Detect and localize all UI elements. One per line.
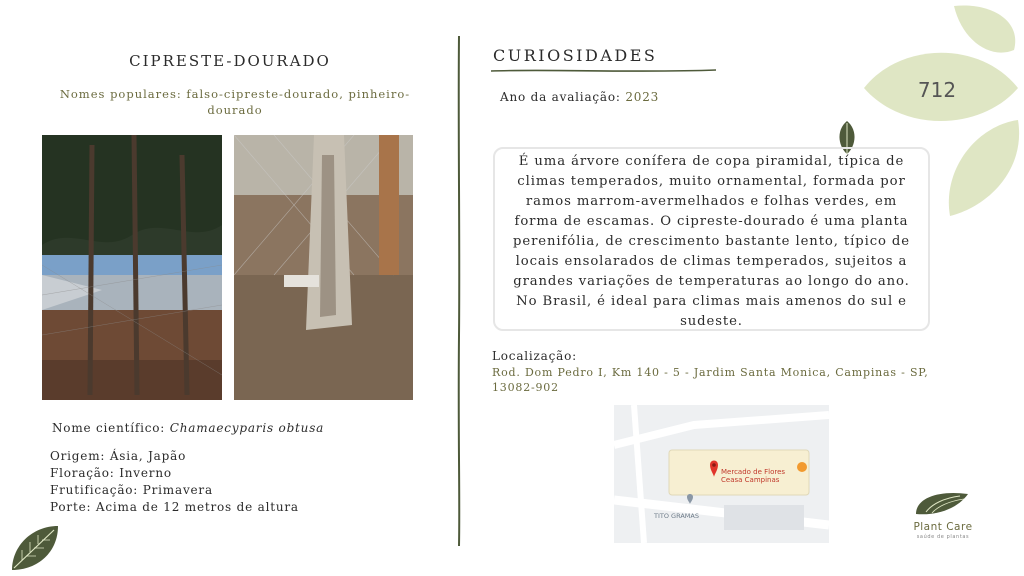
map-secondary-label: TITO GRAMAS: [654, 512, 699, 520]
description-box: É uma árvore conífera de copa piramidal, típica de climas temperados, muito ornamental, formada por ramos marrom-avermelhados e folhas verdes, em forma de escamas. O cipreste-dourado é uma planta perenifólia, de crescimento bastante lento, típico de locais ensolarados de climas temperados, sujeitos a grandes variações de temperaturas ao longo do ano. No Brasil, é ideal para climas mais amenos do sul e sudeste.: [493, 147, 930, 331]
location-label: Localização:: [492, 349, 577, 363]
map-pin-label-1: Mercado de Flores: [721, 468, 786, 476]
scientific-name: [52, 421, 324, 435]
scientific-name-value: Chamaecyparis obtusa: [169, 421, 325, 435]
brand-name: Plant Care: [913, 521, 973, 533]
evaluation-year: [500, 90, 659, 104]
leaf-icon: [8, 522, 62, 574]
section-title: CURIOSIDADES: [493, 46, 658, 65]
scientific-name-label: Nome científico:: [52, 421, 166, 435]
popular-names: Nomes populares: falso-cipreste-dourado, pinheiro-dourado: [59, 87, 411, 117]
year-label: Ano da avaliação:: [500, 90, 621, 104]
column-divider: [455, 36, 463, 546]
plant-number-badge: 712: [917, 78, 957, 102]
brand-tagline: saúde de plantas: [916, 534, 970, 540]
map-pin-label-2: Ceasa Campinas: [721, 476, 780, 484]
plant-photo-tree: [42, 135, 222, 400]
fact-origin: Origem: Ásia, Japão: [50, 449, 187, 463]
plant-title: CIPRESTE-DOURADO: [129, 52, 331, 70]
plant-facts: [50, 448, 299, 516]
location-map[interactable]: [614, 405, 829, 543]
year-value: 2023: [625, 90, 660, 104]
fact-size: Porte: Acima de 12 metros de altura: [50, 500, 299, 514]
fact-fruiting: Frutificação: Primavera: [50, 483, 213, 497]
plant-photo-trunk: [234, 135, 413, 400]
title-underline: [491, 68, 716, 74]
fact-flowering: Floração: Inverno: [50, 466, 172, 480]
location-address: Rod. Dom Pedro I, Km 140 - 5 - Jardim Santa Monica, Campinas - SP, 13082-902: [492, 366, 929, 394]
